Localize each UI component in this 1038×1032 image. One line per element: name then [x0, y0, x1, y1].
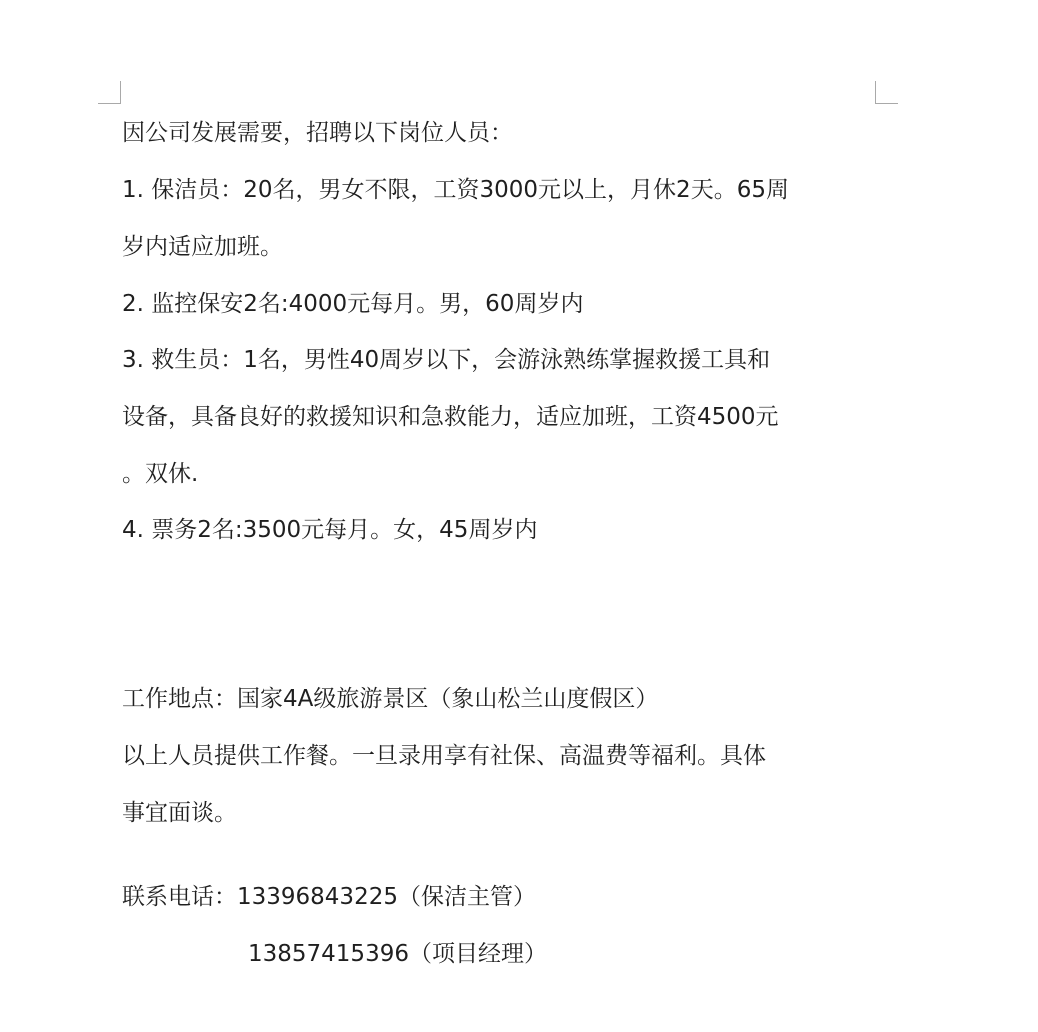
contact-phone-line-2: 13857415396（项目经理）	[248, 941, 547, 967]
job-3-line-3: 。双休.	[122, 461, 199, 487]
job-3-line-2: 设备，具备良好的救援知识和急救能力，适应加班，工资4500元	[122, 404, 779, 430]
contact-phone-line-1: 联系电话：13396843225（保洁主管）	[122, 884, 536, 910]
benefits-line-1: 以上人员提供工作餐。一旦录用享有社保、高温费等福利。具体	[122, 743, 766, 769]
job-2-line: 2. 监控保安2名:4000元每月。男，60周岁内	[122, 291, 584, 317]
intro-line: 因公司发展需要，招聘以下岗位人员：	[122, 120, 513, 146]
job-1-line-1: 1. 保洁员：20名，男女不限，工资3000元以上，月休2天。65周	[122, 177, 789, 203]
benefits-line-2: 事宜面谈。	[122, 800, 237, 826]
page-corner-mark-top-left	[98, 81, 121, 104]
job-3-line-1: 3. 救生员：1名，男性40周岁以下，会游泳熟练掌握救援工具和	[122, 347, 771, 373]
job-4-line: 4. 票务2名:3500元每月。女，45周岁内	[122, 517, 538, 543]
page-corner-mark-top-right	[875, 81, 898, 104]
job-1-line-2: 岁内适应加班。	[122, 234, 283, 260]
work-location-line: 工作地点：国家4A级旅游景区（象山松兰山度假区）	[122, 686, 659, 712]
